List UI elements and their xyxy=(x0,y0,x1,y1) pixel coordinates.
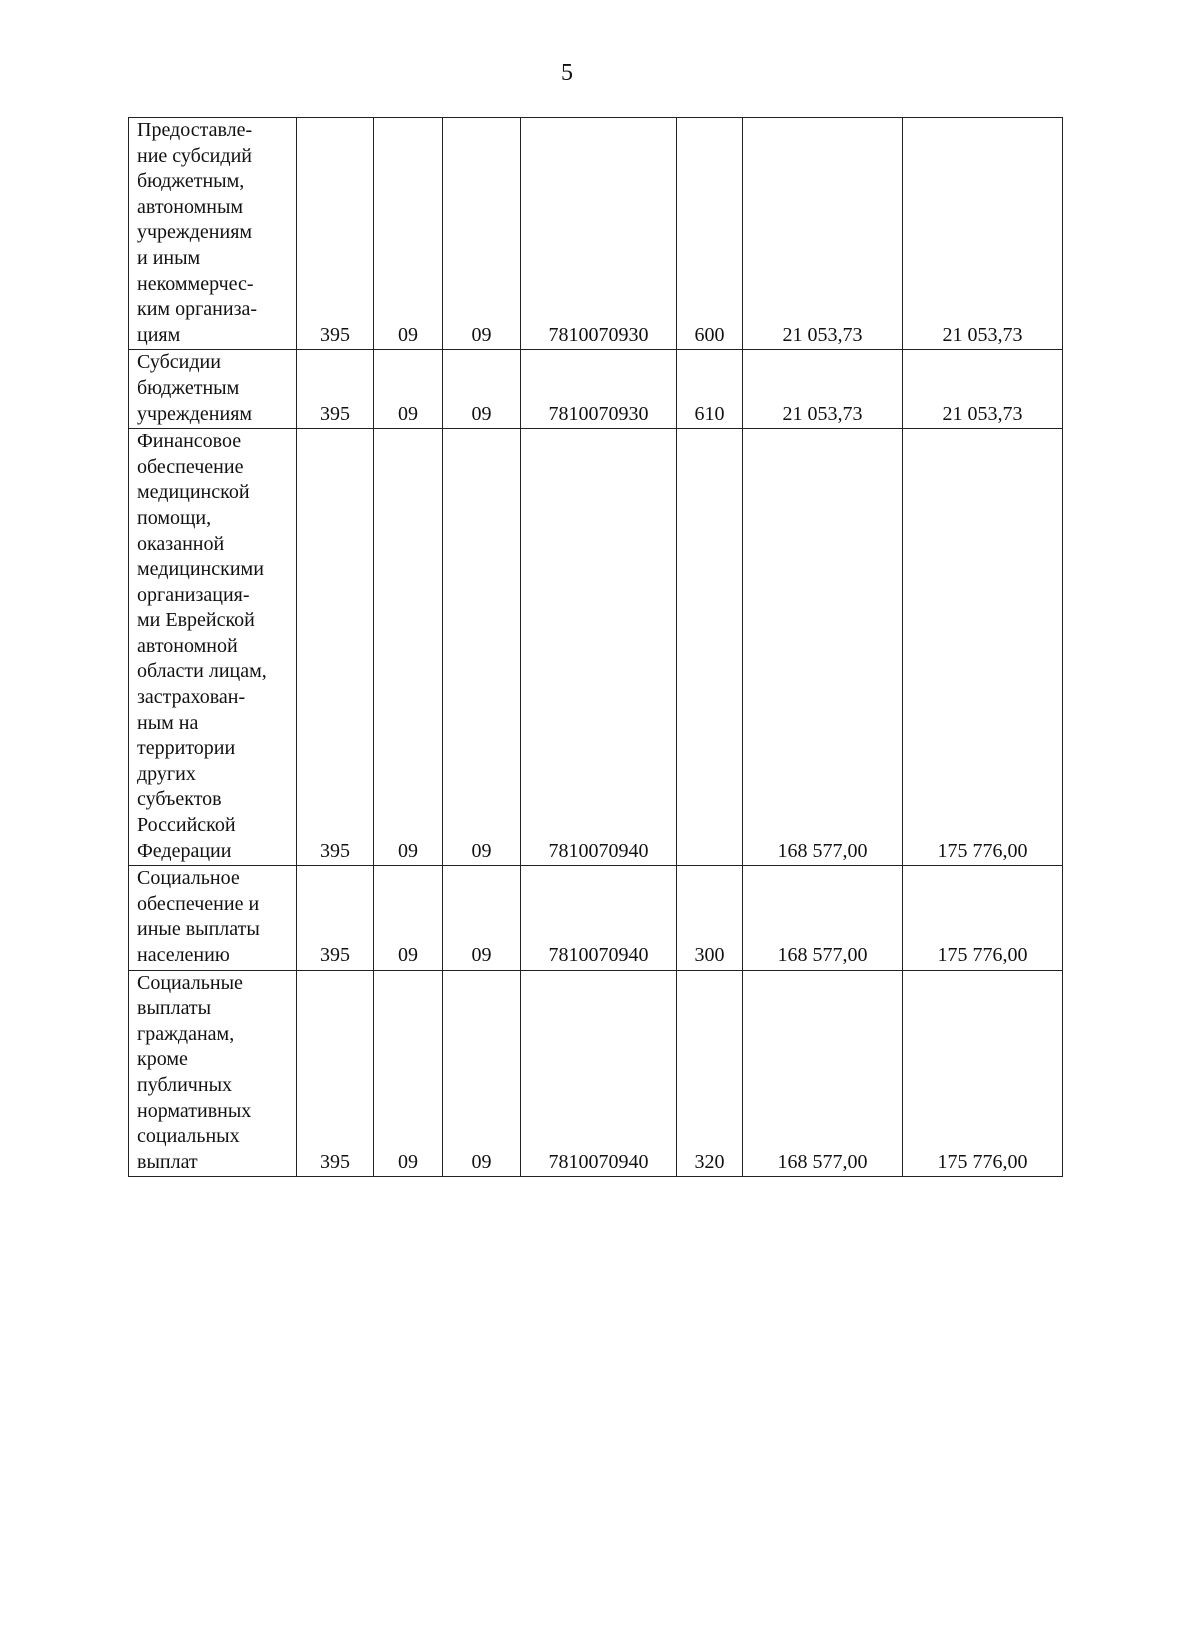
amount-year2-cell: 175 776,00 xyxy=(903,970,1063,1177)
subsection-cell: 09 xyxy=(443,970,521,1177)
table-row xyxy=(129,350,1063,429)
subsection-cell: 09 xyxy=(443,350,521,429)
table-row xyxy=(129,429,1063,866)
target-article-cell: 7810070940 xyxy=(521,429,677,866)
target-article-cell: 7810070940 xyxy=(521,866,677,970)
expense-type-cell xyxy=(677,429,743,866)
amount-year2-cell: 21 053,73 xyxy=(903,118,1063,350)
expense-type-cell: 300 xyxy=(677,866,743,970)
section-cell: 09 xyxy=(374,970,443,1177)
expense-type-cell: 320 xyxy=(677,970,743,1177)
section-cell: 09 xyxy=(374,118,443,350)
grbs-cell: 395 xyxy=(297,350,374,429)
grbs-cell: 395 xyxy=(297,429,374,866)
amount-year2-cell: 175 776,00 xyxy=(903,429,1063,866)
budget-table xyxy=(128,117,1063,1177)
row-name-cell: Предоставле- ние субсидий бюджетным, автономным учреждениям и иным некоммерчес- ким организа- циям xyxy=(129,118,297,350)
amount-year2-cell: 175 776,00 xyxy=(903,866,1063,970)
amount-year1-cell: 21 053,73 xyxy=(743,350,903,429)
table-row xyxy=(129,118,1063,350)
subsection-cell: 09 xyxy=(443,429,521,866)
row-name-cell: Социальное обеспечение и иные выплаты населению xyxy=(129,866,297,970)
section-cell: 09 xyxy=(374,866,443,970)
expense-type-cell: 600 xyxy=(677,118,743,350)
target-article-cell: 7810070930 xyxy=(521,350,677,429)
section-cell: 09 xyxy=(374,429,443,866)
grbs-cell: 395 xyxy=(297,970,374,1177)
page-number: 5 xyxy=(561,60,573,86)
amount-year1-cell: 21 053,73 xyxy=(743,118,903,350)
grbs-cell: 395 xyxy=(297,866,374,970)
target-article-cell: 7810070930 xyxy=(521,118,677,350)
expense-type-cell: 610 xyxy=(677,350,743,429)
table-row xyxy=(129,970,1063,1177)
row-name-cell: Финансовое обеспечение медицинской помощи, оказанной медицинскими организация- ми Еврейской автономной области лицам, застрахован- ным на территории других субъектов Российской Федерации xyxy=(129,429,297,866)
amount-year1-cell: 168 577,00 xyxy=(743,429,903,866)
amount-year1-cell: 168 577,00 xyxy=(743,866,903,970)
row-name-cell: Социальные выплаты гражданам, кроме публичных нормативных социальных выплат xyxy=(129,970,297,1177)
target-article-cell: 7810070940 xyxy=(521,970,677,1177)
section-cell: 09 xyxy=(374,350,443,429)
grbs-cell: 395 xyxy=(297,118,374,350)
amount-year1-cell: 168 577,00 xyxy=(743,970,903,1177)
subsection-cell: 09 xyxy=(443,118,521,350)
row-name-cell: Субсидии бюджетным учреждениям xyxy=(129,350,297,429)
amount-year2-cell: 21 053,73 xyxy=(903,350,1063,429)
subsection-cell: 09 xyxy=(443,866,521,970)
table-row xyxy=(129,866,1063,970)
